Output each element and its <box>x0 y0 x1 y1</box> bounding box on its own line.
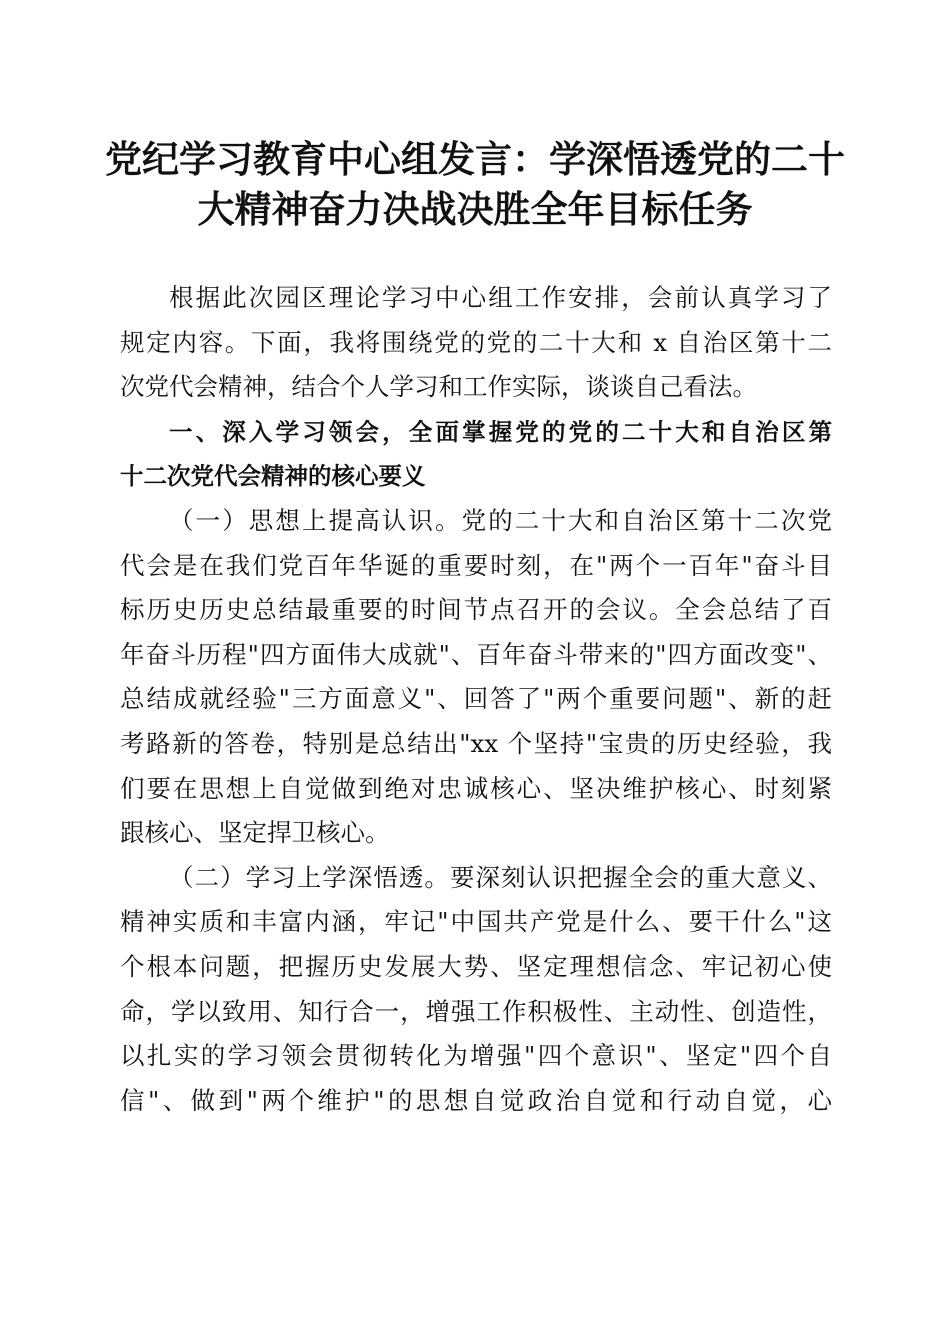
heading-line: 一、深入学习领会，全面掌握党的党的二十大和自治区第 <box>169 417 832 446</box>
intro-paragraph <box>120 276 832 410</box>
paragraph-line: 考路新的答卷，特别是总结出"xx 个坚持"宝贵的历史经验，我 <box>120 728 832 758</box>
paragraph-line: 以扎实的学习领会贯彻转化为增强"四个意识"、坚定"四个自 <box>120 1041 832 1071</box>
paragraph-line: 跟核心、坚定捍卫核心。 <box>120 818 390 848</box>
paragraph-line: 根据此次园区理论学习中心组工作安排，会前认真学习了 <box>169 283 832 312</box>
paragraph-line: 代会是在我们党百年华诞的重要时刻，在"两个一百年"奋斗目 <box>120 550 832 580</box>
paragraph-line: 规定内容。下面，我将围绕党的党的二十大和 x 自治区第十二 <box>120 327 832 357</box>
paragraph-line: 们要在思想上自觉做到绝对忠诚核心、坚决维护核心、时刻紧 <box>120 773 832 803</box>
document-body <box>120 276 832 1123</box>
paragraph-line: 个根本问题，把握历史发展大势、坚定理想信念、牢记初心使 <box>120 951 832 981</box>
paragraph-line: 年奋斗历程"四方面伟大成就"、百年奋斗带来的"四方面改变"、 <box>120 639 832 669</box>
title-line: 党纪学习教育中心组发言：学深悟透党的二十 <box>105 137 845 181</box>
paragraph-line: 次党代会精神，结合个人学习和工作实际，谈谈自己看法。 <box>120 372 757 402</box>
paragraph-line: （二）学习上学深悟透。要深刻认识把握全会的重大意义、 <box>169 862 832 892</box>
paragraph-line: （一）思想上提高认识。党的二十大和自治区第十二次党 <box>169 505 832 535</box>
paragraph-line: 精神实质和丰富内涵，牢记"中国共产党是什么、要干什么"这 <box>120 907 832 937</box>
paragraph-line: 命，学以致用、知行合一，增强工作积极性、主动性、创造性， <box>120 996 832 1026</box>
paragraph-line: 总结成就经验"三方面意义"、回答了"两个重要问题"、新的赶 <box>120 684 832 714</box>
paragraph-learning <box>120 856 832 1124</box>
paragraph-thinking <box>120 499 832 856</box>
heading-line: 十二次党代会精神的核心要义 <box>120 462 426 491</box>
paragraph-line: 信"、做到"两个维护"的思想自觉政治自觉和行动自觉，心 <box>120 1085 832 1115</box>
section-heading <box>120 410 832 499</box>
paragraph-line: 标历史历史总结最重要的时间节点召开的会议。全会总结了百 <box>120 595 832 625</box>
document-title <box>100 134 850 234</box>
title-line: 大精神奋力决战决胜全年目标任务 <box>197 187 753 231</box>
